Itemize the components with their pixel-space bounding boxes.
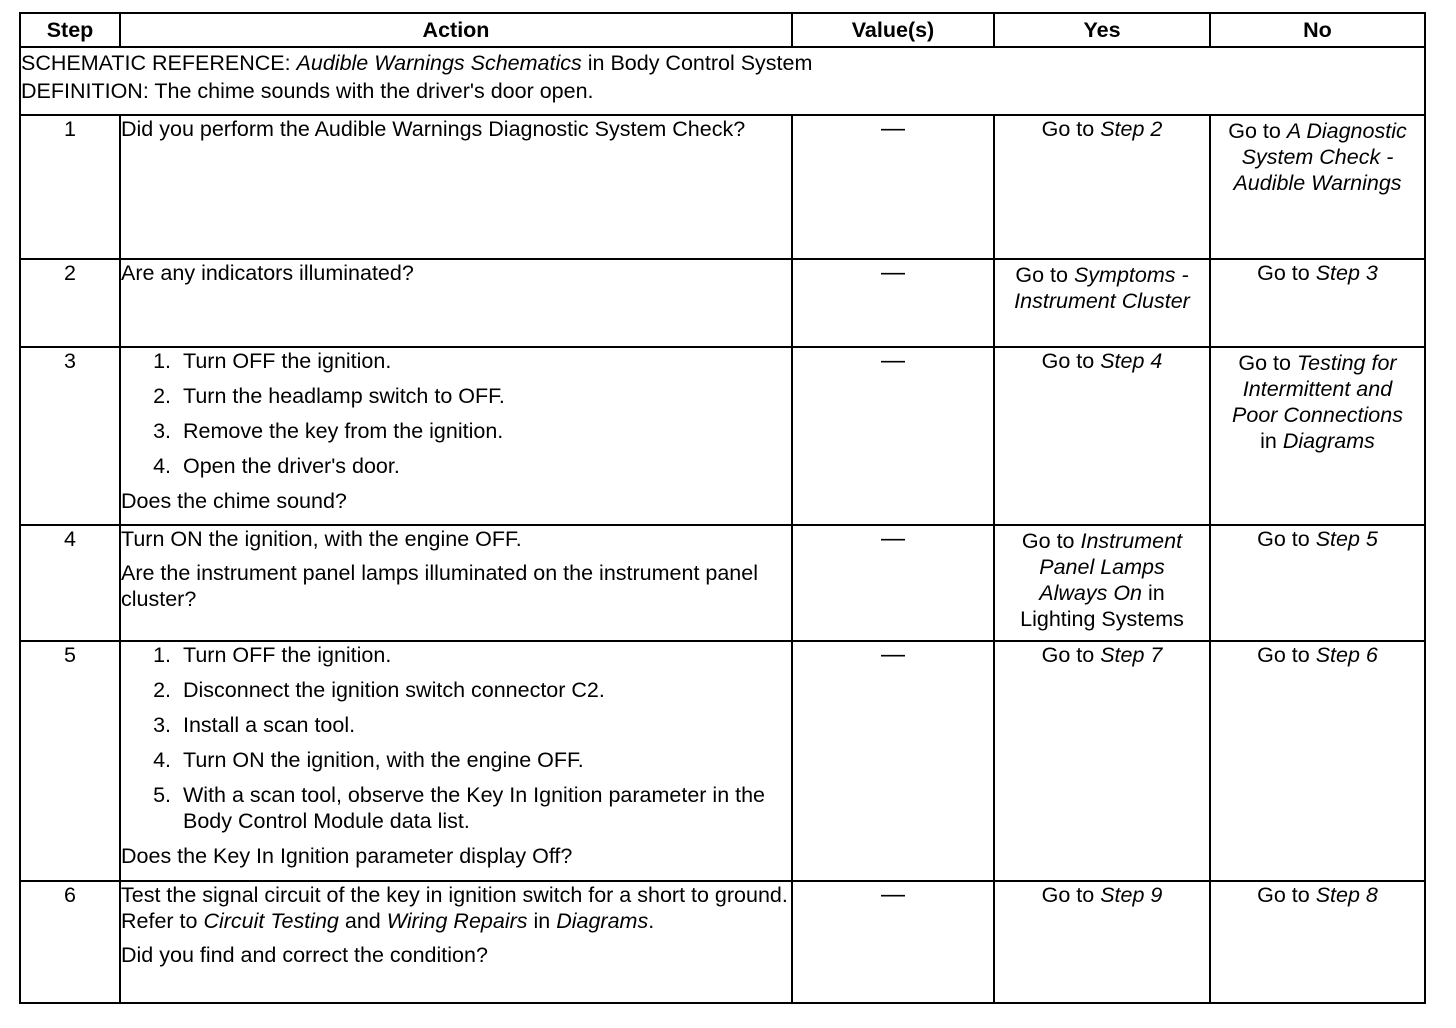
diagnostic-table [19, 12, 1426, 1004]
yes-target: Symptoms - Instrument Cluster [1014, 263, 1190, 313]
yes-target: Instrument Panel Lamps Always On [1039, 529, 1183, 605]
header-step: Step [20, 13, 120, 47]
step-value: — [792, 525, 994, 641]
table-row [20, 525, 1425, 641]
step-no [1210, 881, 1425, 1003]
table-row [20, 641, 1425, 881]
no-target: Step 6 [1315, 643, 1378, 667]
action-question: Does the chime sound? [121, 489, 347, 513]
step-yes [994, 115, 1210, 259]
instruction-ref: Diagrams [556, 909, 649, 933]
step-action [120, 641, 792, 881]
no-prefix: Go to [1257, 643, 1316, 667]
step-number: 4 [20, 525, 120, 641]
action-question: Did you find and correct the condition? [121, 943, 488, 967]
table-row [20, 881, 1425, 1003]
diagnostic-table-container [19, 12, 1424, 1004]
no-target: Testing for Intermittent and Poor Connections [1232, 351, 1403, 427]
step-value: — [792, 881, 994, 1003]
yes-prefix: Go to [1021, 529, 1081, 553]
list-item: 3. Remove the key from the ignition. [177, 418, 791, 444]
yes-prefix: Go to [1015, 263, 1074, 287]
action-question: Are any indicators illuminated? [121, 261, 414, 285]
yes-prefix: Go to [1041, 643, 1101, 667]
action-list [121, 642, 791, 834]
instruction-ref: Circuit Testing [203, 909, 339, 933]
action-instruction: Turn ON the ignition, with the engine OFF. [121, 527, 522, 551]
definition: DEFINITION: The chime sounds with the driver's door open. [21, 79, 594, 103]
no-target: Step 3 [1315, 261, 1378, 285]
step-action [120, 259, 792, 347]
header-row [20, 13, 1425, 47]
schematic-reference-link: Audible Warnings Schematics [296, 51, 582, 75]
list-item: 4. Turn ON the ignition, with the engine OFF. [177, 747, 791, 773]
step-value: — [792, 259, 994, 347]
reference-row [20, 47, 1425, 115]
table-row [20, 259, 1425, 347]
step-value: — [792, 115, 994, 259]
yes-suffix: in Lighting Systems [1020, 581, 1184, 631]
step-action [120, 525, 792, 641]
step-no [1210, 525, 1425, 641]
table-row [20, 115, 1425, 259]
action-list [121, 348, 791, 479]
yes-target: Step 9 [1100, 883, 1163, 907]
step-yes [994, 881, 1210, 1003]
header-no: No [1210, 13, 1425, 47]
step-yes [994, 525, 1210, 641]
step-yes [994, 641, 1210, 881]
action-instruction [121, 882, 791, 934]
step-number: 1 [20, 115, 120, 259]
list-item: 2. Disconnect the ignition switch connector C2. [177, 677, 791, 703]
yes-prefix: Go to [1041, 117, 1101, 141]
step-number: 2 [20, 259, 120, 347]
list-item: 1. Turn OFF the ignition. [177, 348, 791, 374]
step-action [120, 115, 792, 259]
instruction-text: and [338, 909, 387, 933]
yes-prefix: Go to [1041, 349, 1101, 373]
schematic-reference-prefix: SCHEMATIC REFERENCE: [21, 51, 297, 75]
action-question: Did you perform the Audible Warnings Diagnostic System Check? [121, 117, 746, 141]
list-item: 4. Open the driver's door. [177, 453, 791, 479]
step-number: 5 [20, 641, 120, 881]
no-mid: in [1260, 429, 1283, 453]
step-no [1210, 641, 1425, 881]
step-number: 3 [20, 347, 120, 525]
step-value: — [792, 347, 994, 525]
step-yes [994, 259, 1210, 347]
header-values: Value(s) [792, 13, 994, 47]
no-prefix: Go to [1257, 883, 1316, 907]
no-target: Step 5 [1315, 527, 1378, 551]
no-target: Step 8 [1315, 883, 1378, 907]
action-question: Are the instrument panel lamps illuminated on the instrument panel cluster? [121, 561, 758, 611]
schematic-reference-suffix: in Body Control System [581, 51, 813, 75]
instruction-text: . [648, 909, 655, 933]
list-item: 1. Turn OFF the ignition. [177, 642, 791, 668]
header-action: Action [120, 13, 792, 47]
step-no [1210, 115, 1425, 259]
list-item: 2. Turn the headlamp switch to OFF. [177, 383, 791, 409]
table-row [20, 347, 1425, 525]
no-prefix: Go to [1257, 261, 1316, 285]
yes-prefix: Go to [1041, 883, 1101, 907]
step-action [120, 881, 792, 1003]
step-yes [994, 347, 1210, 525]
yes-target: Step 4 [1100, 349, 1163, 373]
step-no [1210, 347, 1425, 525]
schematic-reference [21, 50, 1424, 76]
instruction-ref: Wiring Repairs [386, 909, 528, 933]
yes-target: Step 2 [1100, 117, 1163, 141]
no-prefix: Go to [1238, 351, 1297, 375]
no-target: A Diagnostic System Check - Audible Warnings [1233, 119, 1407, 195]
step-value: — [792, 641, 994, 881]
step-no [1210, 259, 1425, 347]
list-item: 3. Install a scan tool. [177, 712, 791, 738]
no-prefix: Go to [1228, 119, 1287, 143]
no-prefix: Go to [1257, 527, 1316, 551]
yes-target: Step 7 [1100, 643, 1163, 667]
step-number: 6 [20, 881, 120, 1003]
step-action [120, 347, 792, 525]
reference-cell [20, 47, 1425, 115]
instruction-text: in [527, 909, 557, 933]
header-yes: Yes [994, 13, 1210, 47]
action-question: Does the Key In Ignition parameter display Off? [121, 844, 573, 868]
no-target-2: Diagrams [1282, 429, 1375, 453]
instruction-text: Test the signal circuit of the key in ignition switch for a short to ground. Refer to [121, 883, 788, 933]
list-item: 5. With a scan tool, observe the Key In Ignition parameter in the Body Control Module data list. [177, 782, 791, 834]
